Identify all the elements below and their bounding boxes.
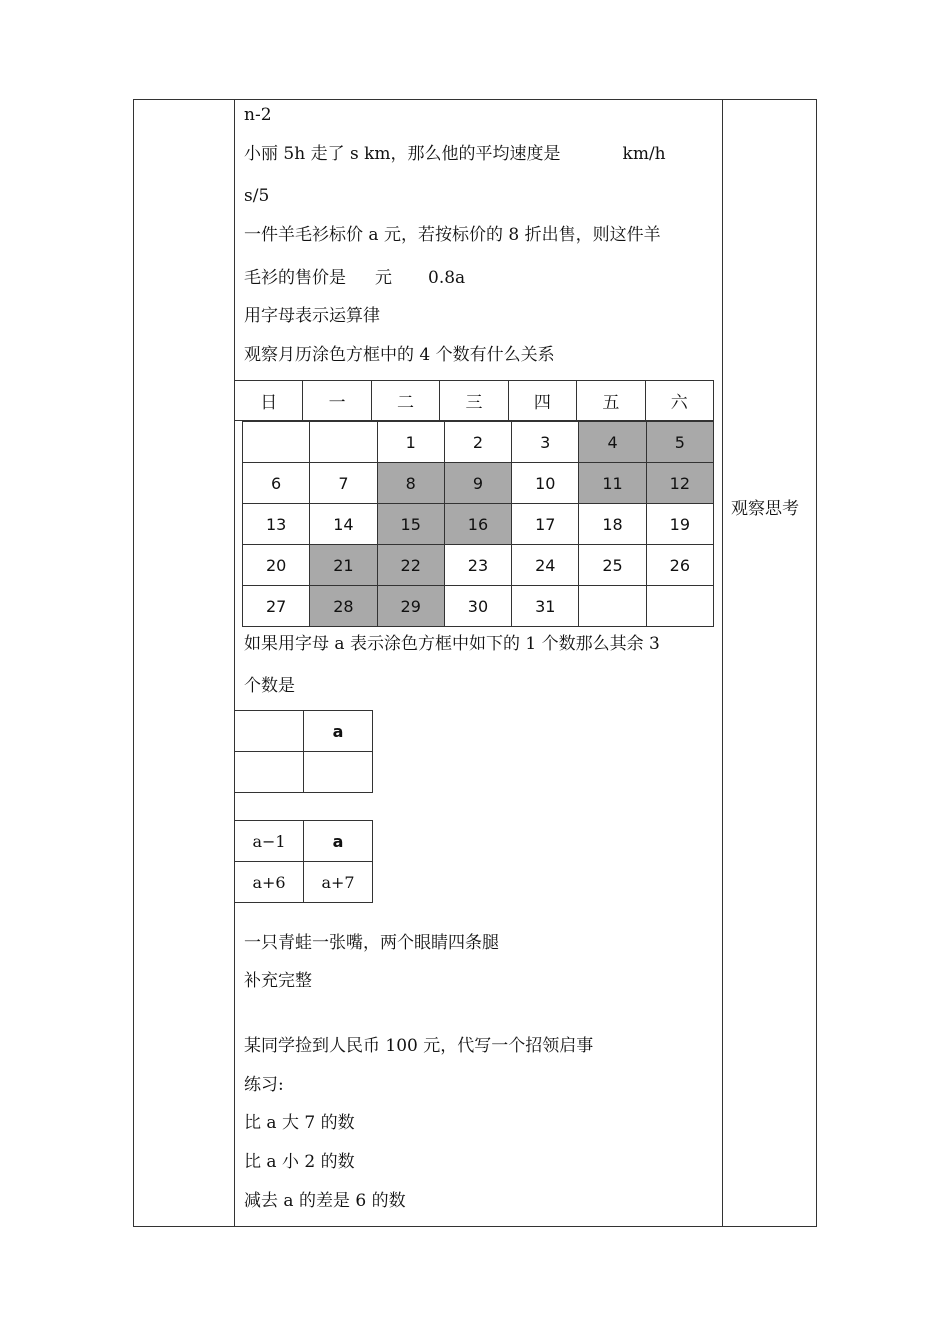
weekday-header: 六	[645, 381, 713, 421]
calendar-day: 7	[310, 463, 377, 504]
calendar-day: 1	[377, 422, 444, 463]
calendar-header	[234, 380, 714, 421]
calendar-day	[310, 422, 377, 463]
text-line: s/5	[244, 186, 270, 206]
calendar-day: 24	[512, 545, 579, 586]
calendar-day: 18	[579, 504, 646, 545]
calendar-day: 6	[243, 463, 310, 504]
text-line: 一只青蛙一张嘴，两个眼睛四条腿	[244, 933, 499, 953]
calendar-day: 4	[579, 422, 646, 463]
box-cell: a	[304, 711, 373, 752]
exercise-item: 比 a 大 7 的数	[244, 1113, 355, 1133]
text-line: 个数是	[244, 676, 295, 696]
calendar-row	[243, 504, 714, 545]
calendar-day: 2	[444, 422, 511, 463]
calendar-day: 29	[377, 586, 444, 627]
calendar-row	[243, 545, 714, 586]
calendar-row	[243, 422, 714, 463]
calendar-row	[243, 463, 714, 504]
text-line: n-2	[244, 105, 272, 125]
text-line: 某同学捡到人民币 100 元，代写一个招领启事	[244, 1036, 594, 1056]
calendar-day: 12	[646, 463, 713, 504]
calendar-day: 20	[243, 545, 310, 586]
calendar-day: 14	[310, 504, 377, 545]
box-cell: a	[304, 821, 373, 862]
exercise-item: 比 a 小 2 的数	[244, 1152, 355, 1172]
calendar-day: 26	[646, 545, 713, 586]
calendar-day: 9	[444, 463, 511, 504]
lesson-table	[133, 99, 817, 1227]
calendar-day: 27	[243, 586, 310, 627]
box-cell: a+6	[235, 862, 304, 903]
weekday-header: 三	[440, 381, 508, 421]
speed-question	[244, 144, 666, 164]
calendar-day: 23	[444, 545, 511, 586]
calendar-day: 10	[512, 463, 579, 504]
sweater-unit: 元	[375, 268, 392, 288]
sweater-answer: 0.8a	[428, 268, 466, 288]
weekday-header: 二	[371, 381, 439, 421]
calendar-day	[243, 422, 310, 463]
calendar-day: 8	[377, 463, 444, 504]
calendar-day: 15	[377, 504, 444, 545]
weekday-header: 日	[235, 381, 303, 421]
calendar-day: 16	[444, 504, 511, 545]
calendar-day: 17	[512, 504, 579, 545]
speed-unit: km/h	[622, 144, 666, 164]
weekday-header: 四	[508, 381, 576, 421]
column-divider-right	[722, 100, 723, 1226]
calendar-day: 30	[444, 586, 511, 627]
sweater-question: 一件羊毛衫标价 a 元，若按标价的 8 折出售，则这件羊	[244, 225, 661, 245]
calendar-day: 21	[310, 545, 377, 586]
calendar-day: 5	[646, 422, 713, 463]
exercise-heading: 练习:	[244, 1075, 284, 1095]
calendar-day	[646, 586, 713, 627]
column-divider-left	[234, 100, 235, 1226]
text-line: 如果用字母 a 表示涂色方框中如下的 1 个数那么其余 3	[244, 634, 660, 654]
calendar-day: 3	[512, 422, 579, 463]
calendar-day: 22	[377, 545, 444, 586]
calendar-day: 13	[243, 504, 310, 545]
calendar-row	[243, 586, 714, 627]
box-cell	[304, 752, 373, 793]
calendar-day	[579, 586, 646, 627]
calendar-day: 25	[579, 545, 646, 586]
text-line: 补充完整	[244, 971, 312, 991]
box-cell: a−1	[235, 821, 304, 862]
section-heading: 用字母表示运算律	[244, 306, 380, 326]
box-cell	[235, 711, 304, 752]
box-answer	[234, 820, 373, 903]
box-cell	[235, 752, 304, 793]
weekday-header: 五	[577, 381, 645, 421]
box-cell: a+7	[304, 862, 373, 903]
speed-question-text: 小丽 5h 走了 s km，那么他的平均速度是	[244, 144, 561, 164]
weekday-header: 一	[303, 381, 371, 421]
calendar-day: 11	[579, 463, 646, 504]
exercise-item: 减去 a 的差是 6 的数	[244, 1191, 406, 1211]
calendar-question: 观察月历涂色方框中的 4 个数有什么关系	[244, 345, 555, 365]
calendar-day: 28	[310, 586, 377, 627]
calendar-day: 19	[646, 504, 713, 545]
sweater-question-cont	[244, 268, 465, 288]
calendar-grid	[242, 421, 714, 627]
box-question	[234, 710, 373, 793]
side-note: 观察思考	[731, 499, 799, 519]
sweater-text: 毛衫的售价是	[244, 268, 346, 288]
calendar-day: 31	[512, 586, 579, 627]
